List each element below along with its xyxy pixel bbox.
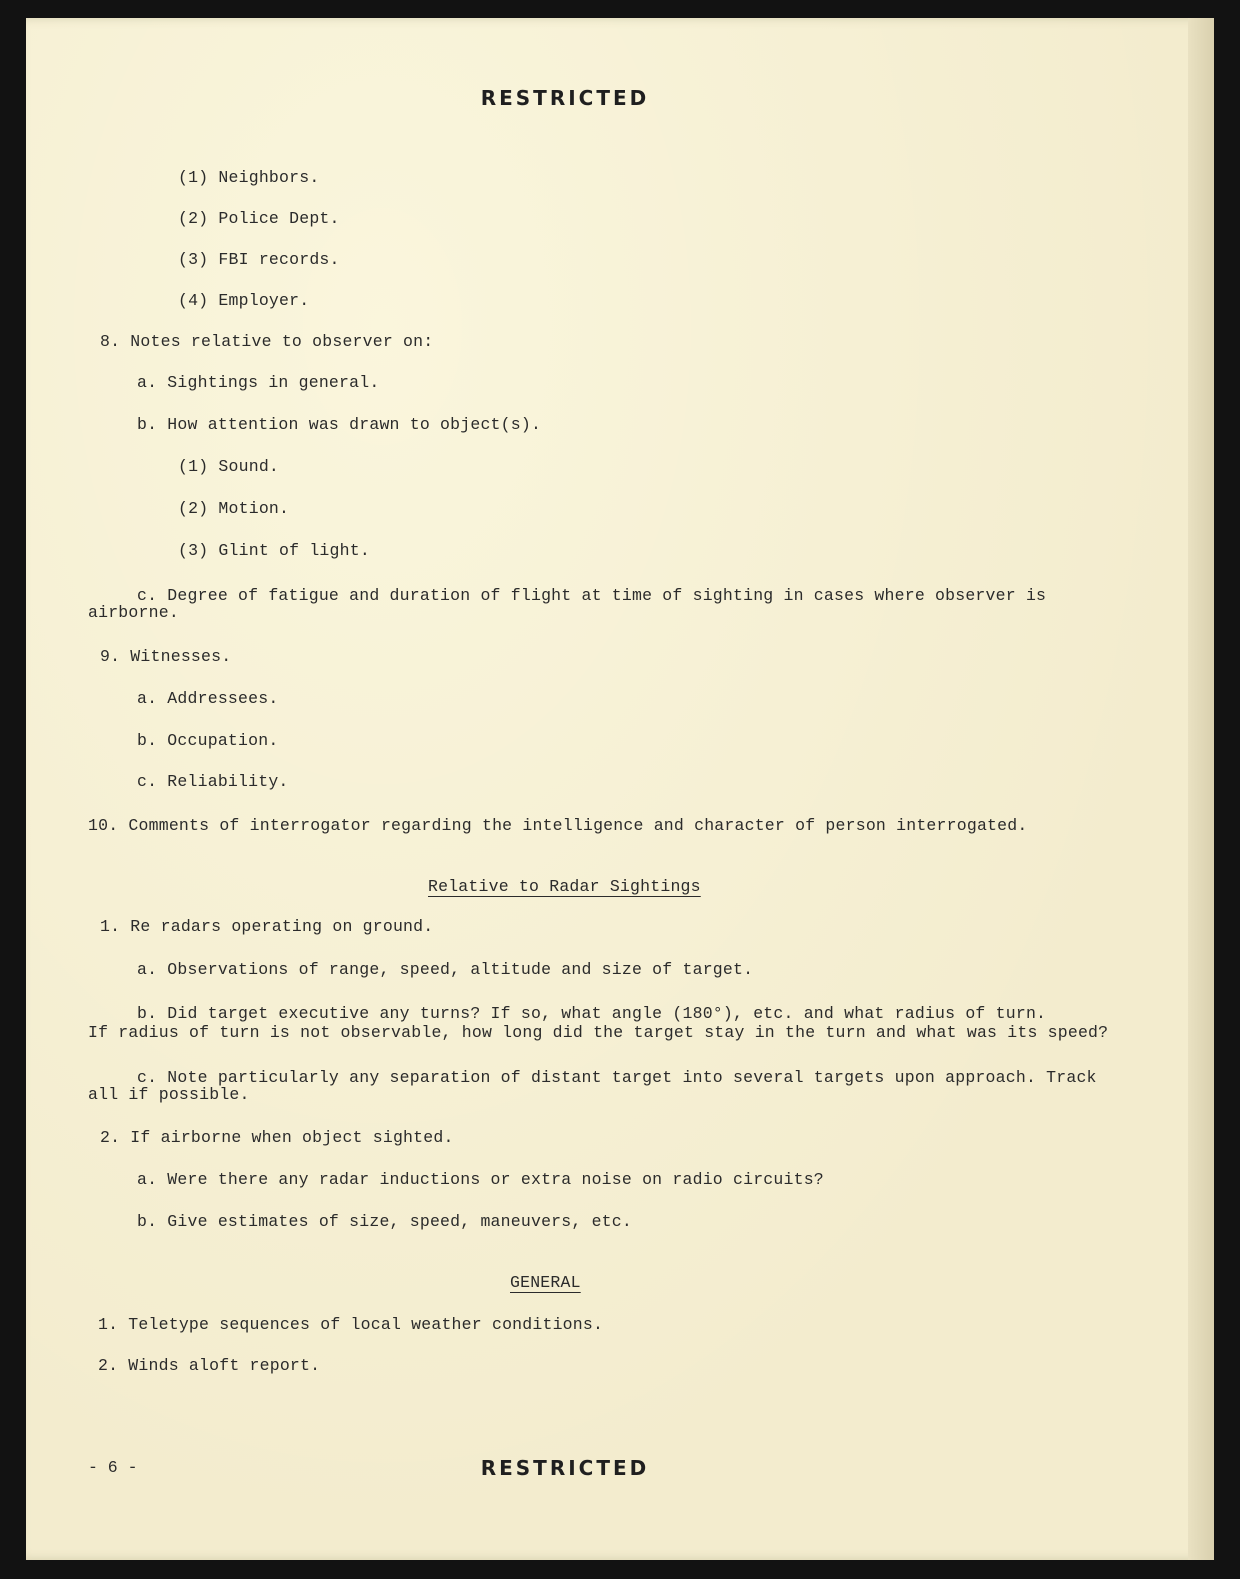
list-item: a. Were there any radar inductions or extra noise on radio circuits?: [137, 1170, 824, 1189]
list-item: b. Occupation.: [137, 731, 279, 750]
list-item: 2. Winds aloft report.: [98, 1356, 321, 1375]
list-item: 8. Notes relative to observer on:: [100, 332, 434, 351]
section-heading-general: GENERAL: [510, 1273, 581, 1292]
list-item: (1) Neighbors.: [178, 168, 320, 187]
paragraph-line: all if possible.: [88, 1085, 250, 1104]
footer-classification: RESTRICTED: [480, 1456, 650, 1480]
paragraph-line: c. Degree of fatigue and duration of flight at time of sighting in cases where observer is: [137, 586, 1047, 605]
list-item: 9. Witnesses.: [100, 647, 232, 666]
list-item: 1. Re radars operating on ground.: [100, 917, 434, 936]
list-item: (4) Employer.: [178, 291, 310, 310]
list-item: (1) Sound.: [178, 457, 280, 476]
list-item: a. Observations of range, speed, altitude and size of target.: [137, 960, 754, 979]
paragraph-line: b. Did target executive any turns? If so, what angle (180°), etc. and what radius of turn.: [137, 1004, 1047, 1023]
paragraph-line: If radius of turn is not observable, how long did the target stay in the turn and what was its speed?: [88, 1023, 1109, 1042]
list-item: 1. Teletype sequences of local weather conditions.: [98, 1315, 604, 1334]
header-classification: RESTRICTED: [480, 86, 650, 110]
list-item: (2) Police Dept.: [178, 209, 340, 228]
page-number: - 6 -: [88, 1458, 138, 1477]
list-item: c. Reliability.: [137, 772, 289, 791]
list-item: 2. If airborne when object sighted.: [100, 1128, 454, 1147]
page-edge: [1188, 18, 1214, 1560]
section-heading-radar: Relative to Radar Sightings: [428, 877, 701, 896]
list-item: a. Sightings in general.: [137, 373, 380, 392]
paragraph-line: c. Note particularly any separation of distant target into several targets upon approach. Track: [137, 1068, 1097, 1087]
list-item: (3) Glint of light.: [178, 541, 370, 560]
paragraph-line: airborne.: [88, 603, 179, 622]
list-item: a. Addressees.: [137, 689, 279, 708]
list-item: b. How attention was drawn to object(s).: [137, 415, 542, 434]
list-item: 10. Comments of interrogator regarding the intelligence and character of person interrogated.: [88, 816, 1028, 835]
list-item: (3) FBI records.: [178, 250, 340, 269]
list-item: (2) Motion.: [178, 499, 290, 518]
list-item: b. Give estimates of size, speed, maneuvers, etc.: [137, 1212, 632, 1231]
